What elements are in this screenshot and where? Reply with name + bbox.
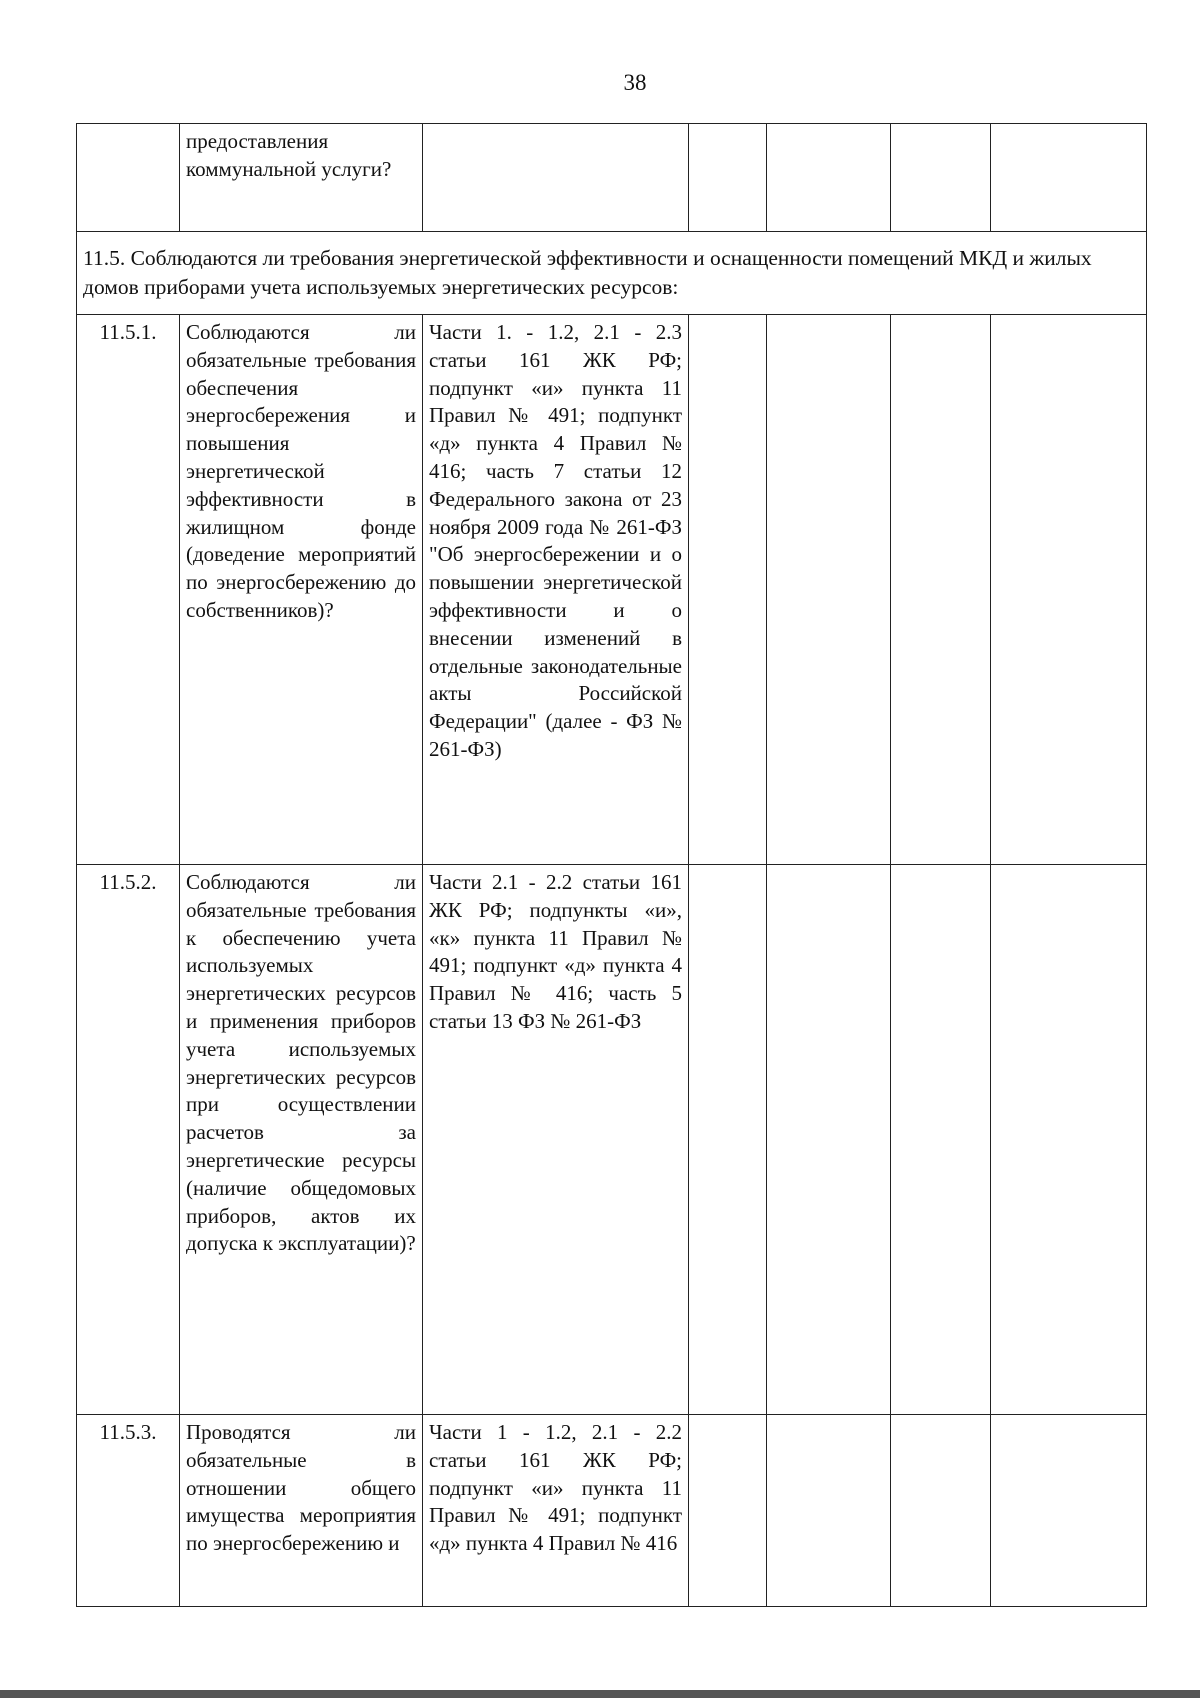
answer-yes-cell: [689, 865, 767, 1415]
answer-yes-cell: [689, 1415, 767, 1607]
note-cell: [991, 124, 1147, 232]
question-cell: Проводятся ли обязательные в отношении общего имущества мероприятия по энергосбережению и: [180, 1415, 423, 1607]
item-number: [77, 124, 180, 232]
legal-basis-cell: Части 1. - 1.2, 2.1 - 2.3 статьи 161 ЖК РФ; подпункт «и» пункта 11 Правил № 491; подпункт «д» пункта 4 Правил № 416; часть 7 статьи 12 Федерального закона от 23 ноября 2009 года № 261-ФЗ "Об энергосбережении и о повышении энергетической эффективности и о внесении изменений в отдельные законодательные акты Российской Федерации" (далее - ФЗ № 261-ФЗ): [423, 315, 689, 865]
question-cell: Соблюдаются ли обязательные требования обеспечения энергосбережения и повышения энергетической эффективности в жилищном фонде (доведение мероприятий по энергосбережению до собственников)?: [180, 315, 423, 865]
note-cell: [991, 865, 1147, 1415]
item-number: 11.5.2.: [77, 865, 180, 1415]
answer-na-cell: [891, 865, 991, 1415]
item-number: 11.5.3.: [77, 1415, 180, 1607]
answer-na-cell: [891, 315, 991, 865]
scan-edge: [0, 1690, 1200, 1698]
answer-yes-cell: [689, 315, 767, 865]
legal-basis-cell: Части 2.1 - 2.2 статьи 161 ЖК РФ; подпункты «и», «к» пункта 11 Правил № 491; подпункт «д» пункта 4 Правил № 416; часть 5 статьи 13 ФЗ № 261-ФЗ: [423, 865, 689, 1415]
page-number: 38: [623, 70, 647, 95]
answer-yes-cell: [689, 124, 767, 232]
legal-basis-cell: Части 1 - 1.2, 2.1 - 2.2 статьи 161 ЖК РФ; подпункт «и» пункта 11 Правил № 491; подпункт «д» пункта 4 Правил № 416: [423, 1415, 689, 1607]
answer-no-cell: [767, 124, 891, 232]
item-number: 11.5.1.: [77, 315, 180, 865]
section-heading: 11.5. Соблюдаются ли требования энергетической эффективности и оснащенности помещений МКД и жилых домов приборами учета используемых энергетических ресурсов:: [77, 232, 1147, 315]
table-row: [77, 124, 1147, 232]
question-cell: Соблюдаются ли обязательные требования к обеспечению учета используемых энергетических ресурсов и применения приборов учета используемых энергетических ресурсов при осуществлении расчетов за энергетические ресурсы (наличие общедомовых приборов, актов их допуска к эксплуатации)?: [180, 865, 423, 1415]
answer-no-cell: [767, 1415, 891, 1607]
answer-na-cell: [891, 124, 991, 232]
table-row: [77, 315, 1147, 865]
legal-basis-cell: [423, 124, 689, 232]
answer-na-cell: [891, 1415, 991, 1607]
checklist-table: [76, 123, 1147, 1607]
question-cell: предоставления коммунальной услуги?: [180, 124, 423, 232]
note-cell: [991, 1415, 1147, 1607]
note-cell: [991, 315, 1147, 865]
table-row: [77, 1415, 1147, 1607]
section-row: [77, 232, 1147, 315]
answer-no-cell: [767, 315, 891, 865]
answer-no-cell: [767, 865, 891, 1415]
table-row: [77, 865, 1147, 1415]
